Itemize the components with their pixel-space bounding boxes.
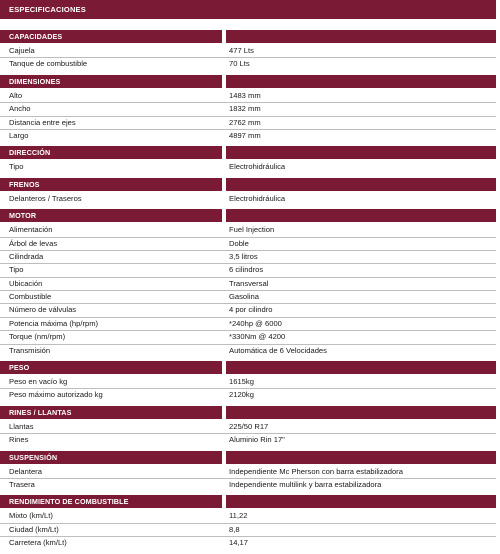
spec-value: 11,22 xyxy=(229,511,248,521)
spec-row xyxy=(0,193,496,205)
section-header-bar xyxy=(226,406,496,419)
section-title: PESO xyxy=(0,361,222,374)
spec-label: Torque (nm/rpm) xyxy=(9,332,66,342)
spec-label: Ciudad (km/Lt) xyxy=(9,524,59,534)
spec-value: Aluminio Rin 17" xyxy=(229,435,285,445)
spec-section xyxy=(0,178,496,205)
spec-label: Delanteros / Traseros xyxy=(9,193,82,203)
spec-label: Distancia entre ejes xyxy=(9,117,76,127)
spec-label: Tipo xyxy=(9,265,24,275)
spec-label: Alto xyxy=(9,90,23,100)
spec-label: Cilindrada xyxy=(9,251,44,261)
section-title: MOTOR xyxy=(0,209,222,222)
spec-label: Árbol de levas xyxy=(9,238,58,248)
spec-row xyxy=(0,376,496,388)
spec-row xyxy=(0,45,496,57)
spec-row xyxy=(0,330,496,343)
spec-value: Automática de 6 Velocidades xyxy=(229,345,327,355)
section-header xyxy=(0,361,496,374)
section-title: SUSPENSIÓN xyxy=(0,451,222,464)
spec-label: Ubicación xyxy=(9,278,43,288)
spec-section xyxy=(0,495,496,549)
spec-value: Independiente multilink y barra estabilizadora xyxy=(229,479,382,489)
spec-row xyxy=(0,290,496,303)
spec-section xyxy=(0,361,496,402)
spec-row xyxy=(0,129,496,142)
section-header xyxy=(0,406,496,419)
spec-row xyxy=(0,237,496,250)
spec-section xyxy=(0,209,496,357)
spec-value: Transversal xyxy=(229,278,269,288)
section-title: RENDIMIENTO DE COMBUSTIBLE xyxy=(0,495,222,508)
spec-label: Tipo xyxy=(9,162,24,172)
spec-label: Mixto (km/Lt) xyxy=(9,511,53,521)
spec-row xyxy=(0,57,496,70)
section-header xyxy=(0,209,496,222)
spec-value: 477 Lts xyxy=(229,46,254,55)
spec-value: 1832 mm xyxy=(229,104,261,114)
spec-row xyxy=(0,303,496,316)
spec-row xyxy=(0,433,496,446)
section-header xyxy=(0,30,496,43)
spec-value: 14,17 xyxy=(229,538,249,548)
spec-value: 1615kg xyxy=(229,377,254,387)
page-title: ESPECIFICACIONES xyxy=(0,0,496,19)
spec-value: 2120kg xyxy=(229,390,254,400)
spec-value: Fuel Injection xyxy=(229,225,275,235)
spec-row xyxy=(0,102,496,115)
spec-row xyxy=(0,277,496,290)
spec-label: Peso en vacío kg xyxy=(9,377,68,387)
spec-row xyxy=(0,510,496,522)
section-header-bar xyxy=(226,75,496,88)
section-header-bar xyxy=(226,30,496,43)
section-header xyxy=(0,451,496,464)
spec-row xyxy=(0,116,496,129)
spec-row xyxy=(0,523,496,536)
section-header-bar xyxy=(226,178,496,191)
spec-label: Peso máximo autorizado kg xyxy=(9,390,103,400)
spec-value: 6 cilindros xyxy=(229,265,264,275)
spec-value: Electrohidráulica xyxy=(229,162,286,172)
spec-label: Número de válvulas xyxy=(9,305,77,315)
spec-value: 4 por cilindro xyxy=(229,305,273,315)
spec-value: Independiente Mc Pherson con barra estabilizadora xyxy=(229,466,403,476)
section-title: DIRECCIÓN xyxy=(0,146,222,159)
section-header-bar xyxy=(226,495,496,508)
spec-section xyxy=(0,406,496,447)
spec-label: Llantas xyxy=(9,421,34,431)
spec-label: Potencia máxima (hp/rpm) xyxy=(9,318,99,328)
section-title: FRENOS xyxy=(0,178,222,191)
spec-label: Transmisión xyxy=(9,345,51,355)
spec-row xyxy=(0,344,496,357)
spec-label: Delantera xyxy=(9,466,42,476)
spec-value: 8,8 xyxy=(229,524,240,534)
section-title: RINES / LLANTAS xyxy=(0,406,222,419)
spec-value: Electrohidráulica xyxy=(229,193,286,203)
spec-value: 1483 mm xyxy=(229,90,261,100)
spec-label: Cajuela xyxy=(9,46,35,55)
spec-row xyxy=(0,388,496,401)
spec-row xyxy=(0,250,496,263)
spec-label: Ancho xyxy=(9,104,31,114)
spec-row xyxy=(0,161,496,173)
spec-section xyxy=(0,30,496,71)
spec-row xyxy=(0,317,496,330)
spec-value: 3,5 litros xyxy=(229,251,258,261)
spec-sections xyxy=(0,30,496,554)
spec-row xyxy=(0,421,496,433)
spec-label: Rines xyxy=(9,435,29,445)
section-header xyxy=(0,75,496,88)
spec-value: 2762 mm xyxy=(229,117,261,127)
section-header-bar xyxy=(226,209,496,222)
section-header xyxy=(0,146,496,159)
spec-value: 4897 mm xyxy=(229,130,261,140)
spec-row xyxy=(0,224,496,236)
section-title: CAPACIDADES xyxy=(0,30,222,43)
spec-row xyxy=(0,536,496,549)
spec-value: Doble xyxy=(229,238,249,248)
spec-row xyxy=(0,466,496,478)
spec-section xyxy=(0,146,496,173)
spec-label: Alimentación xyxy=(9,225,53,235)
spec-row xyxy=(0,263,496,276)
section-header xyxy=(0,495,496,508)
spec-value: 225/50 R17 xyxy=(229,421,269,431)
spec-row xyxy=(0,478,496,491)
section-header-bar xyxy=(226,361,496,374)
section-header xyxy=(0,178,496,191)
spec-section xyxy=(0,451,496,492)
spec-label: Tanque de combustible xyxy=(9,59,88,69)
spec-value: 70 Lts xyxy=(229,59,250,69)
spec-value: *330Nm @ 4200 xyxy=(229,332,286,342)
section-header-bar xyxy=(226,146,496,159)
spec-label: Combustible xyxy=(9,292,52,302)
spec-section xyxy=(0,75,496,143)
spec-row xyxy=(0,90,496,102)
spec-label: Carretera (km/Lt) xyxy=(9,538,67,548)
spec-label: Trasera xyxy=(9,479,35,489)
spec-value: *240hp @ 6000 xyxy=(229,318,282,328)
section-header-bar xyxy=(226,451,496,464)
spec-label: Largo xyxy=(9,130,29,140)
spec-value: Gasolina xyxy=(229,292,259,302)
section-title: DIMENSIONES xyxy=(0,75,222,88)
